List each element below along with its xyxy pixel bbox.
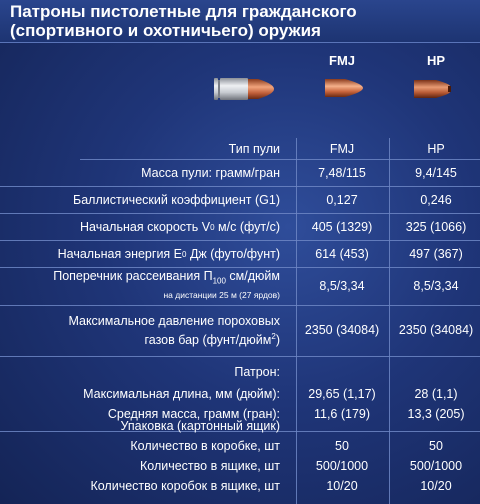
cartridge-image xyxy=(212,74,276,104)
table-cell: 2350 (34084) xyxy=(304,323,380,337)
title-bar xyxy=(0,0,480,43)
table-cell: 614 (453) xyxy=(315,247,369,261)
table-cell: 500/1000 xyxy=(315,459,369,473)
title-line-2: (спортивного и охотничьего) оружия xyxy=(10,21,321,40)
table-cell: 9,4/145 xyxy=(415,166,457,180)
table-cell: 497 (367) xyxy=(409,247,463,261)
table-cell: 325 (1066) xyxy=(405,220,467,234)
column-header-fmj: FMJ xyxy=(329,53,355,68)
label-text: м/с (фут/с) xyxy=(214,220,280,234)
table-row-label: Баллистический коэффициент (G1) xyxy=(73,193,280,207)
row-divider xyxy=(0,305,480,306)
packing-block xyxy=(0,410,480,504)
label-subscript: 0 xyxy=(210,222,215,232)
table-cell: 11,6 (179) xyxy=(313,407,371,421)
table-cell: 7,48/115 xyxy=(318,166,366,180)
label-note: на дистанции 25 м (27 ярдов) xyxy=(163,290,280,300)
label-text: см/дюйм xyxy=(225,268,280,283)
table-row-label: Количество в ящике, шт xyxy=(139,459,280,473)
table-row-label xyxy=(0,214,280,240)
label-text: Дж (футо/фунт) xyxy=(186,247,280,261)
table-row-label: Количество в коробке, шт xyxy=(130,439,280,453)
table-cell: 500/1000 xyxy=(409,459,463,473)
label-text: газов бар (фунт/дюйм xyxy=(144,333,272,347)
table-cell: 8,5/3,34 xyxy=(319,279,365,293)
table-row-label: Максимальная длина, мм (дюйм): xyxy=(83,387,280,401)
table-cell: 8,5/3,34 xyxy=(413,279,459,293)
label-subscript: 100 xyxy=(212,276,226,285)
packing-heading: Упаковка (картонный ящик) xyxy=(120,419,280,433)
title-line-1: Патроны пистолетные для гражданского xyxy=(10,2,357,21)
table-header-hp: HP xyxy=(427,142,445,156)
table-cell: 29,65 (1,17) xyxy=(308,387,376,401)
table-cell: 0,127 xyxy=(326,193,358,207)
table-row-label: Количество коробок в ящике, шт xyxy=(90,479,280,493)
label-text: Начальная скорость V xyxy=(80,220,211,234)
table-cell: 10/20 xyxy=(326,479,358,493)
label-line: Максимальное давление пороховых xyxy=(68,313,280,328)
table-cell: 2350 (34084) xyxy=(398,323,474,337)
row-divider xyxy=(0,356,480,357)
label-line xyxy=(144,329,280,348)
table-row-label xyxy=(0,241,280,267)
cartridge-heading: Патрон: xyxy=(234,365,280,379)
table-cell: 28 (1,1) xyxy=(414,387,458,401)
hp-bullet-image xyxy=(412,77,454,101)
label-text: Начальная энергия E xyxy=(57,247,183,261)
table-row-label: Средняя масса, грамм (гран): xyxy=(107,407,280,421)
label-line xyxy=(53,269,280,289)
table-cell: 50 xyxy=(429,439,443,453)
table-cell: 13,3 (205) xyxy=(407,407,465,421)
table-row-label xyxy=(0,312,280,348)
table-cell: 0,246 xyxy=(420,193,452,207)
label-text: ) xyxy=(275,333,280,347)
table-cell: 50 xyxy=(335,439,349,453)
table-cell: 10/20 xyxy=(420,479,452,493)
label-text: Поперечник рассеивания П xyxy=(53,268,213,283)
label-superscript: 2 xyxy=(271,331,276,341)
fmj-bullet-image xyxy=(323,76,365,100)
table-header-fmj: FMJ xyxy=(329,142,355,156)
column-header-hp: HP xyxy=(426,53,446,68)
table-header-label: Тип пули xyxy=(228,142,280,156)
label-subscript: 0 xyxy=(182,249,187,259)
table-row-label: Масса пули: грамм/гран xyxy=(141,166,280,180)
table-row-label xyxy=(0,269,280,303)
table-cell: 405 (1329) xyxy=(311,220,373,234)
